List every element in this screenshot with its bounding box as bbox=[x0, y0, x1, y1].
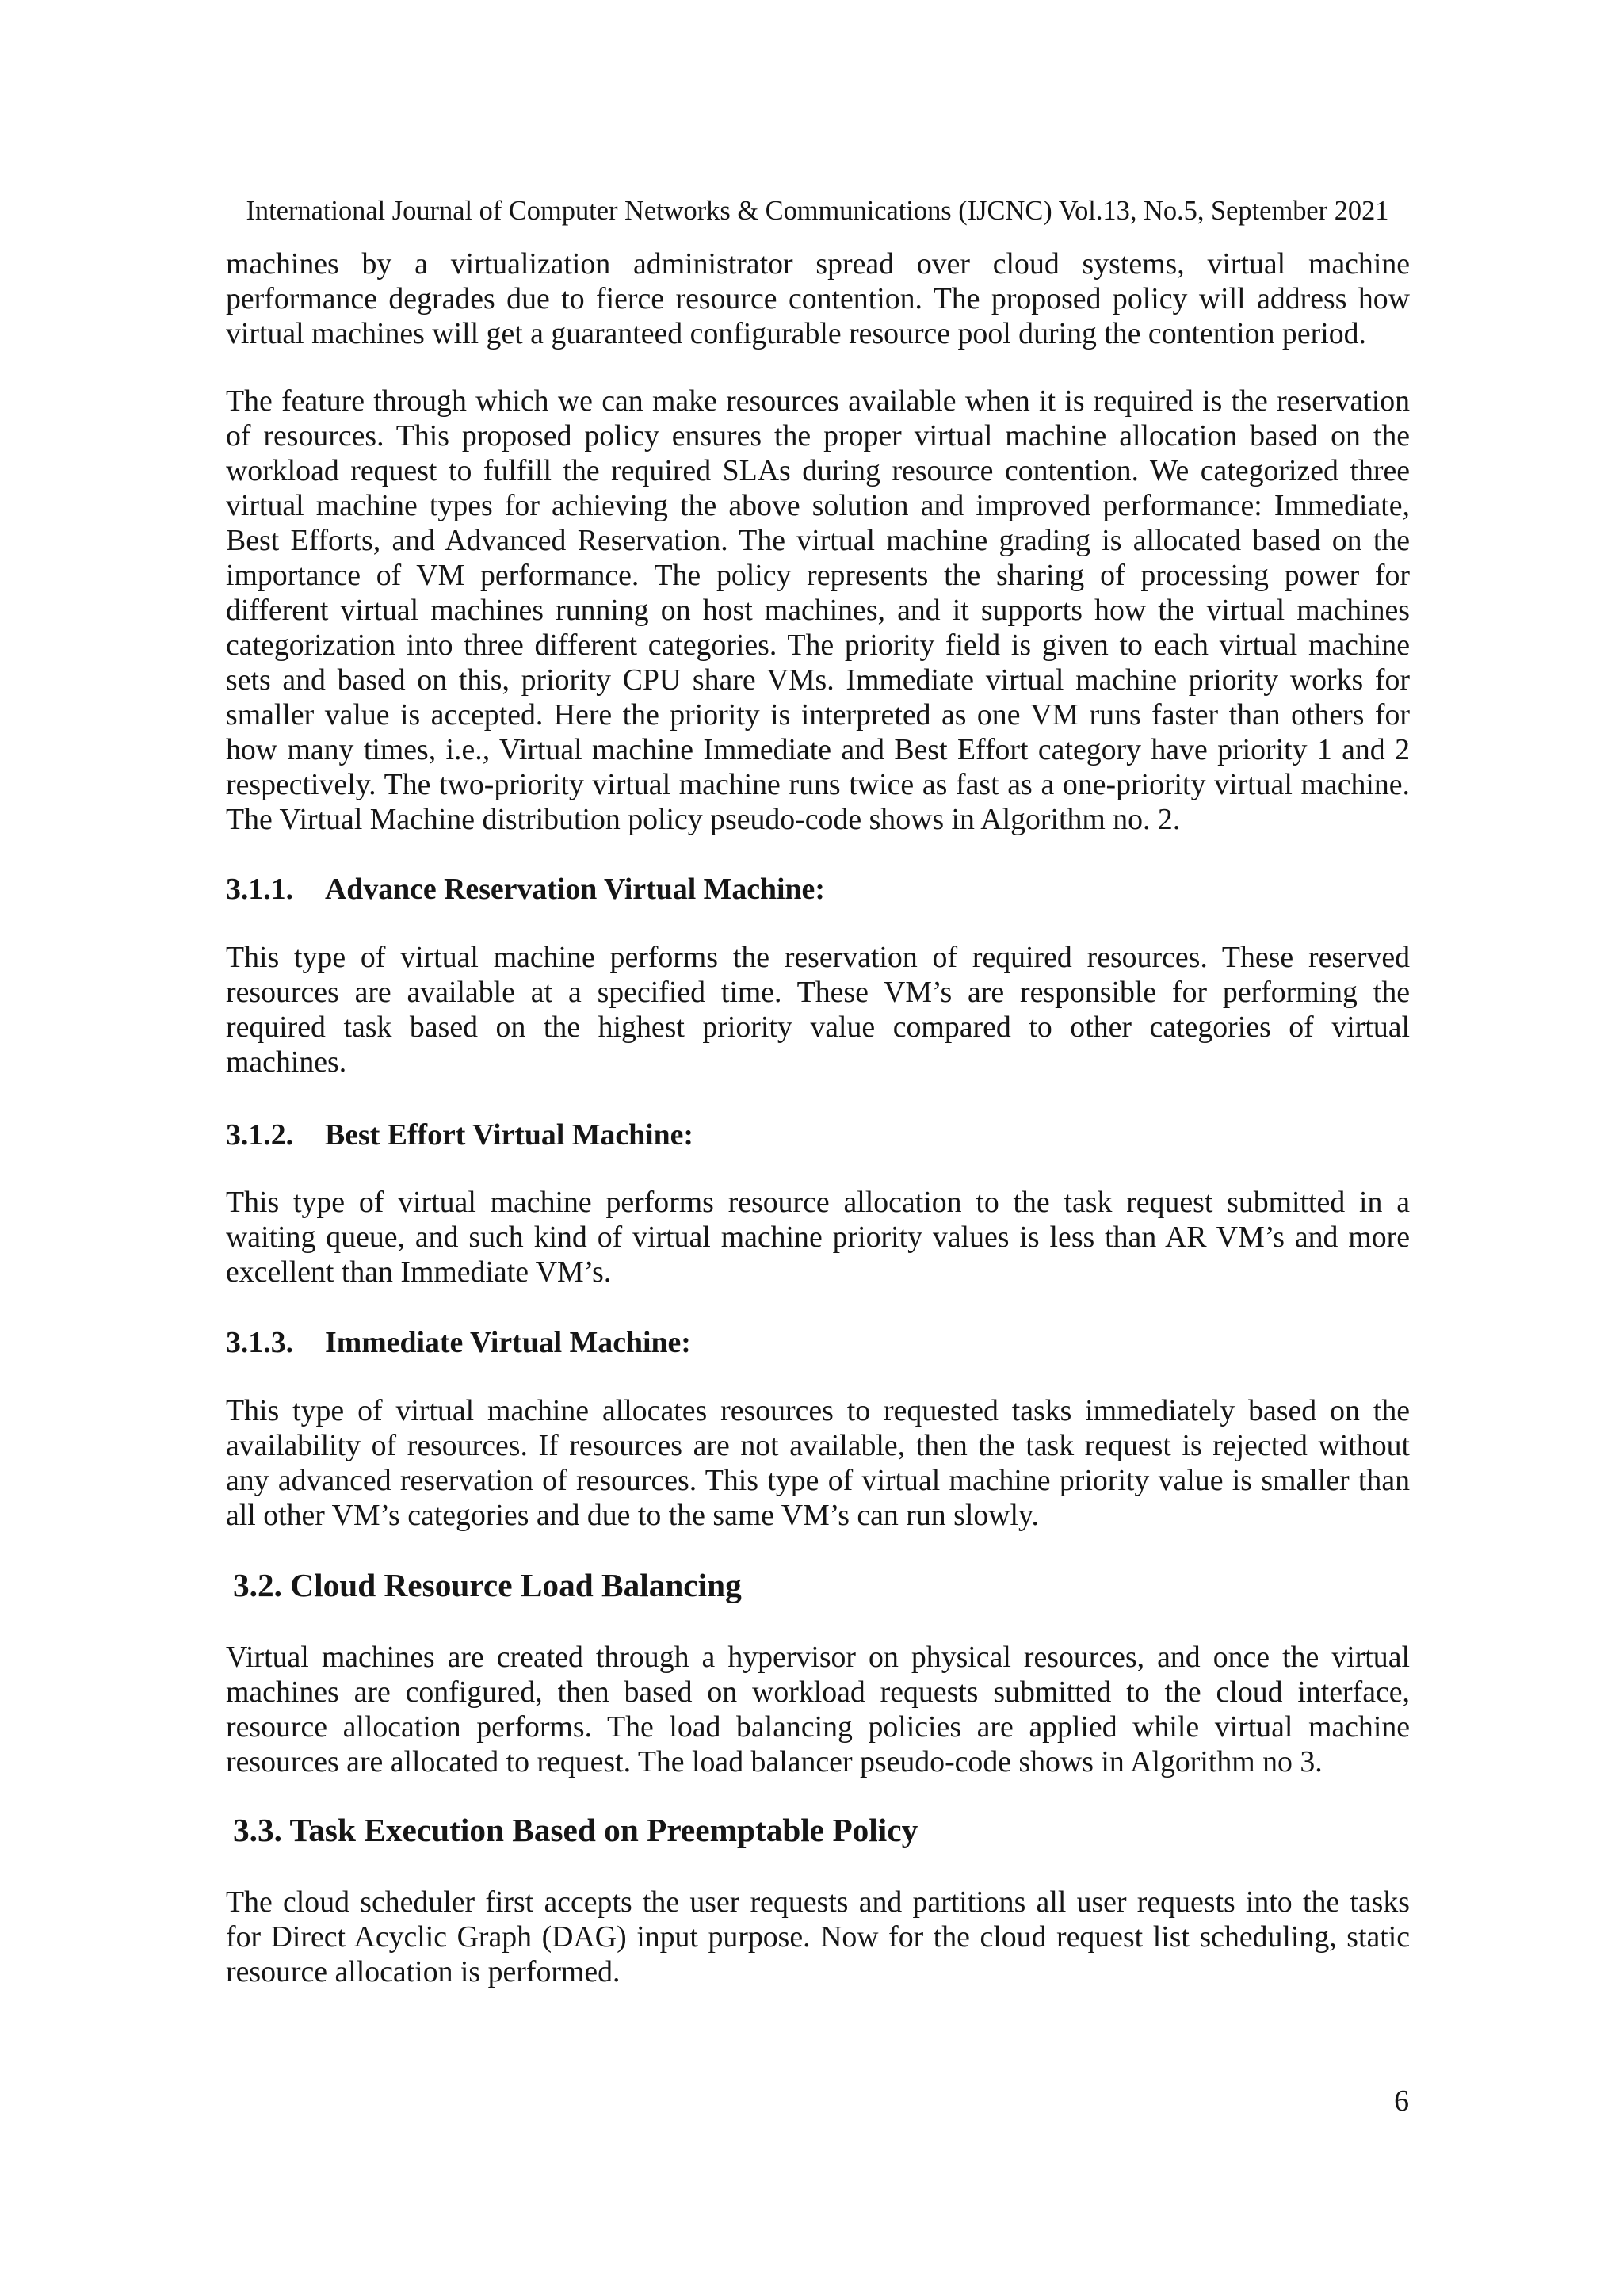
paragraph-reservation-policy bbox=[226, 384, 1410, 837]
section-number: 3.1.2. bbox=[226, 1118, 294, 1152]
text-line: availability of resources. If resources are not available, then the task request is rejected without bbox=[226, 1429, 1410, 1462]
text-line: excellent than Immediate VM’s. bbox=[226, 1255, 612, 1289]
text-line: This type of virtual machine performs resource allocation to the task request submitted in a bbox=[226, 1186, 1410, 1219]
page-number: 6 bbox=[1394, 2084, 1409, 2118]
running-head: International Journal of Computer Networks & Communications (IJCNC) Vol.13, No.5, September 2021 bbox=[246, 196, 1389, 226]
section-title: Advance Reservation Virtual Machine: bbox=[325, 873, 825, 906]
text-line: The feature through which we can make resources available when it is required is the reservation bbox=[226, 384, 1410, 418]
text-line: sets and based on this, priority CPU share VMs. Immediate virtual machine priority works for bbox=[226, 663, 1410, 697]
section-title: Best Effort Virtual Machine: bbox=[325, 1118, 694, 1152]
text-line: for Direct Acyclic Graph (DAG) input purpose. Now for the cloud request list scheduling, static bbox=[226, 1920, 1410, 1954]
text-line: virtual machine types for achieving the above solution and improved performance: Immediate, bbox=[226, 489, 1410, 522]
section-number: 3.1.1. bbox=[226, 873, 294, 906]
text-line: different virtual machines running on host machines, and it supports how the virtual machines bbox=[226, 594, 1410, 627]
paragraph-continuation bbox=[226, 246, 1410, 351]
text-line: performance degrades due to fierce resource contention. The proposed policy will address how bbox=[226, 282, 1410, 315]
text-line: This type of virtual machine allocates resources to requested tasks immediately based on the bbox=[226, 1394, 1410, 1427]
text-line: machines. bbox=[226, 1045, 347, 1079]
section-heading-3-3 bbox=[233, 1811, 1406, 1849]
section-title: Task Execution Based on Preemptable Policy bbox=[289, 1812, 918, 1848]
text-line: respectively. The two-priority virtual machine runs twice as fast as a one-priority virtual machine. bbox=[226, 768, 1410, 801]
paragraph-task-execution bbox=[226, 1885, 1410, 1989]
text-line: waiting queue, and such kind of virtual machine priority values is less than AR VM’s and more bbox=[226, 1221, 1410, 1254]
section-title: Immediate Virtual Machine: bbox=[325, 1326, 691, 1359]
text-line: importance of VM performance. The policy represents the sharing of processing power for bbox=[226, 559, 1410, 592]
text-line: resource allocation performs. The load balancing policies are applied while virtual machine bbox=[226, 1710, 1410, 1744]
text-line: resources are available at a specified time. These VM’s are responsible for performing the bbox=[226, 976, 1410, 1009]
paragraph-immediate bbox=[226, 1393, 1410, 1533]
section-title: Cloud Resource Load Balancing bbox=[290, 1567, 742, 1603]
text-line: Virtual machines are created through a hypervisor on physical resources, and once the virtual bbox=[226, 1641, 1410, 1674]
text-line: This type of virtual machine performs the reservation of required resources. These reserved bbox=[226, 941, 1410, 974]
section-number: 3.3. bbox=[233, 1812, 282, 1848]
text-line: how many times, i.e., Virtual machine Immediate and Best Effort category have priority 1 and 2 bbox=[226, 733, 1410, 766]
text-line: The Virtual Machine distribution policy pseudo-code shows in Algorithm no. 2. bbox=[226, 803, 1181, 836]
text-line: The cloud scheduler first accepts the user requests and partitions all user requests into the tasks bbox=[226, 1885, 1410, 1919]
paragraph-load-balancing bbox=[226, 1640, 1410, 1779]
subsection-heading-3-1-3 bbox=[226, 1325, 1409, 1360]
subsection-heading-3-1-1 bbox=[226, 872, 1409, 907]
text-line: virtual machines will get a guaranteed configurable resource pool during the contention period. bbox=[226, 317, 1366, 350]
text-line: resource allocation is performed. bbox=[226, 1955, 621, 1988]
section-number: 3.1.3. bbox=[226, 1326, 294, 1359]
text-line: machines are configured, then based on workload requests submitted to the cloud interface, bbox=[226, 1675, 1410, 1709]
section-number: 3.2. bbox=[233, 1567, 282, 1603]
text-line: required task based on the highest priority value compared to other categories of virtual bbox=[226, 1010, 1410, 1044]
text-line: any advanced reservation of resources. This type of virtual machine priority value is smaller than bbox=[226, 1464, 1410, 1497]
text-line: categorization into three different categories. The priority field is given to each virtual machine bbox=[226, 628, 1410, 662]
text-line: resources are allocated to request. The load balancer pseudo-code shows in Algorithm no 3. bbox=[226, 1745, 1323, 1778]
text-line: of resources. This proposed policy ensures the proper virtual machine allocation based on the bbox=[226, 419, 1410, 453]
text-line: machines by a virtualization administrator spread over cloud systems, virtual machine bbox=[226, 247, 1410, 281]
text-line: all other VM’s categories and due to the same VM’s can run slowly. bbox=[226, 1499, 1039, 1532]
text-line: workload request to fulfill the required SLAs during resource contention. We categorized three bbox=[226, 454, 1410, 487]
text-line: smaller value is accepted. Here the priority is interpreted as one VM runs faster than others for bbox=[226, 698, 1410, 732]
section-heading-3-2 bbox=[233, 1566, 1406, 1604]
text-line: Best Efforts, and Advanced Reservation. The virtual machine grading is allocated based on the bbox=[226, 524, 1410, 557]
subsection-heading-3-1-2 bbox=[226, 1117, 1409, 1152]
paragraph-advance-reservation bbox=[226, 940, 1410, 1079]
paragraph-best-effort bbox=[226, 1185, 1410, 1289]
